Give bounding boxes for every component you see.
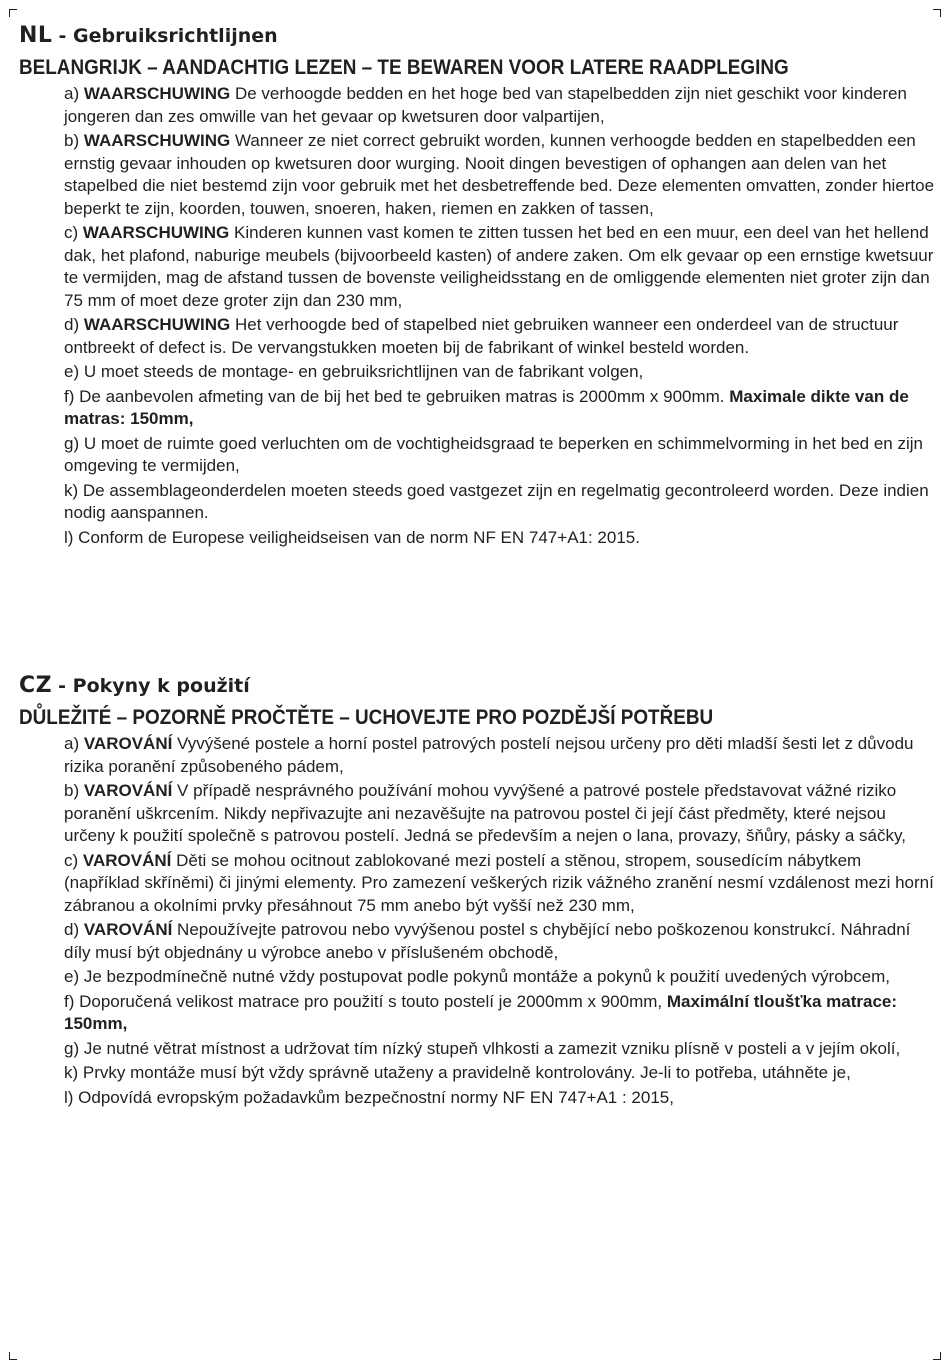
- item-text: U moet de ruimte goed verluchten om de vochtigheidsgraad te beperken en schimmelvorming in het bed en zijn omgeving te vermijden,: [64, 433, 923, 475]
- instruction-item: [64, 733, 936, 778]
- item-text: Kinderen kunnen vast komen te zitten tussen het bed en een muur, een deel van het hellend dak, het plafond, naburige meubels (bijvoorbeeld kasten) of andere zaken. Om elk gevaar op een ernstige kwetsuur te vermijden, mag de afstand tussen de bovenste veiligheidsstang en de omliggende elementen niet groter zijn dan 75 mm of moet deze groter zijn dan 230 mm,: [64, 223, 934, 310]
- warning-heading-nl: BELANGRIJK – AANDACHTIG LEZEN – TE BEWAREN VOOR LATERE RAADPLEGING: [19, 56, 789, 79]
- instruction-list-nl: [64, 83, 936, 549]
- crop-mark-top-left: [9, 9, 17, 17]
- item-text: U moet steeds de montage- en gebruiksrichtlijnen van de fabrikant volgen,: [83, 362, 644, 381]
- item-text: Děti se mohou ocitnout zablokované mezi postelí a stěnou, stropem, sousedícím nábytkem (například skříněmi) či jinými elementy. Pro zamezení veškerých rizik vážného zranění nesmí vzdálenost mezi horní zábranou a okolními prvky přesáhnout 75 mm anebo být vyšší než 230 mm,: [64, 850, 934, 915]
- instruction-list-cz: [64, 733, 936, 1109]
- item-text: Wanneer ze niet correct gebruikt worden, kunnen verhoogde bedden en stapelbedden een ernstig gevaar inhouden op kwetsuren door wurging. Nooit dingen bevestigen of ophangen aan delen van het stapelbed die niet bestemd zijn voor gebruik met het desbetreffende bed. Deze elementen omvatten, zonder hiertoe beperkt te zijn, koorden, touwen, snoeren, haken, riemen en zakken of tassen,: [64, 131, 935, 218]
- item-letter: g): [64, 433, 84, 453]
- item-text: De assemblageonderdelen moeten steeds goed vastgezet zijn en regelmatig gecontroleerd worden. Deze indien nodig aanspannen.: [64, 480, 929, 522]
- item-text: De verhoogde bedden en het hoge bed van stapelbedden zijn niet geschikt voor kinderen jongeren dan zes omwille van het gevaar op kwetsuren door valpartijen,: [64, 84, 907, 126]
- warning-label: WAARSCHUWING: [83, 131, 231, 150]
- item-bold-text: Maximální tloušťka matrace: 150mm,: [64, 991, 898, 1033]
- item-letter: b): [64, 781, 84, 800]
- instruction-item: [64, 222, 936, 312]
- item-letter: c): [64, 223, 83, 242]
- instruction-item: [64, 1038, 936, 1061]
- crop-mark-bottom-left: [9, 1352, 17, 1360]
- instruction-item: [64, 991, 936, 1036]
- instruction-item: [64, 919, 936, 964]
- instruction-item: [64, 1062, 936, 1085]
- section-nl: [19, 22, 936, 551]
- item-text: Prvky montáže musí být vždy správně utaženy a pravidelně kontrolovány. Je-li to potřeba, utáhněte je,: [82, 1063, 851, 1082]
- item-letter: k): [64, 480, 83, 500]
- warning-label: VAROVÁNÍ: [82, 850, 172, 870]
- crop-mark-bottom-right: [933, 1352, 941, 1360]
- item-text: V případě nesprávného používání mohou vyvýšené a patrové postele představovat vážné riziko poranění uškrcením. Nikdy nepřivazujte ani nezavěšujte na patrovou postel či její část předměty, které nejsou určeny k použití společně s patrovou postelí. Jedná se především a nejen o lana, provazy, šňůry, pásky a sáčky,: [64, 781, 906, 845]
- language-title-cz: - Pokyny k použití: [58, 675, 250, 697]
- item-letter: e): [64, 362, 84, 381]
- item-letter: a): [64, 84, 84, 103]
- item-letter: d): [64, 315, 84, 334]
- item-text: Je bezpodmínečně nutné vždy postupovat podle pokynů montáže a pokynů k použití uvedených výrobcem,: [83, 967, 890, 986]
- item-text: Nepoužívejte patrovou nebo vyvýšenou postel s chybějící nebo poškozenou konstrukcí. Náhradní díly musí být objednány u výrobce anebo v příslušeném obchodě,: [64, 920, 911, 962]
- item-letter: a): [64, 734, 84, 753]
- item-text: Je nutné větrat místnost a udržovat tím nízký stupeň vlhkosti a zamezit vzniku plísně v posteli a v jejím okolí,: [83, 1038, 901, 1058]
- item-text: Conform de Europese veiligheidseisen van de norm NF EN 747+A1: 2015.: [78, 527, 640, 547]
- instruction-item: [64, 83, 936, 128]
- language-header-cz: [19, 672, 936, 700]
- item-letter: c): [64, 850, 83, 870]
- warning-label: VAROVÁNÍ: [83, 781, 173, 800]
- instruction-item: [64, 780, 936, 848]
- item-bold-text: Maximale dikte van de matras: 150mm,: [64, 386, 909, 428]
- language-header-nl: [19, 22, 936, 50]
- instruction-item: [64, 386, 936, 431]
- item-letter: l): [64, 1087, 79, 1107]
- instruction-item: [64, 314, 936, 359]
- section-cz: [19, 672, 936, 1111]
- item-letter: k): [64, 1063, 83, 1082]
- item-letter: e): [64, 967, 84, 986]
- instruction-item: [64, 1087, 936, 1110]
- item-text: De aanbevolen afmeting van de bij het bed te gebruiken matras is 2000mm x 900mm.: [79, 386, 730, 406]
- language-code-cz: CZ: [19, 673, 53, 698]
- warning-label: VAROVÁNÍ: [83, 920, 173, 939]
- instruction-item: [64, 527, 936, 550]
- instruction-item: [64, 433, 936, 478]
- item-letter: f): [64, 991, 80, 1011]
- instruction-item: [64, 130, 936, 220]
- instruction-item: [64, 966, 936, 989]
- crop-mark-top-right: [933, 9, 941, 17]
- item-letter: l): [64, 527, 79, 547]
- instruction-item: [64, 850, 936, 918]
- item-letter: b): [64, 131, 84, 150]
- item-text: Doporučená velikost matrace pro použití s touto postelí je 2000mm x 900mm,: [79, 991, 667, 1011]
- item-text: Vyvýšené postele a horní postel patrových postelí nejsou určeny pro děti mladší šesti let z důvodu rizika poranění způsobeného pádem,: [64, 734, 914, 776]
- language-title-nl: - Gebruiksrichtlijnen: [58, 25, 278, 47]
- warning-label: WAARSCHUWING: [83, 315, 231, 334]
- item-text: Het verhoogde bed of stapelbed niet gebruiken wanneer een onderdeel van de structuur ontbreekt of defect is. De vervangstukken moeten bij de fabrikant of winkel besteld worden.: [64, 315, 899, 357]
- warning-label: WAARSCHUWING: [83, 84, 231, 103]
- warning-heading-cz: DŮLEŽITÉ – POZORNĚ PROČTĚTE – UCHOVEJTE PRO POZDĚJŠÍ POTŘEBU: [19, 706, 714, 729]
- item-letter: f): [64, 386, 80, 406]
- item-letter: g): [64, 1038, 84, 1058]
- warning-label: VAROVÁNÍ: [83, 734, 173, 753]
- instruction-item: [64, 361, 936, 384]
- warning-label: WAARSCHUWING: [82, 223, 230, 242]
- item-text: Odpovídá evropským požadavkům bezpečnostní normy NF EN 747+A1 : 2015,: [78, 1087, 674, 1107]
- language-code-nl: NL: [19, 23, 53, 48]
- item-letter: d): [64, 920, 84, 939]
- instruction-item: [64, 480, 936, 525]
